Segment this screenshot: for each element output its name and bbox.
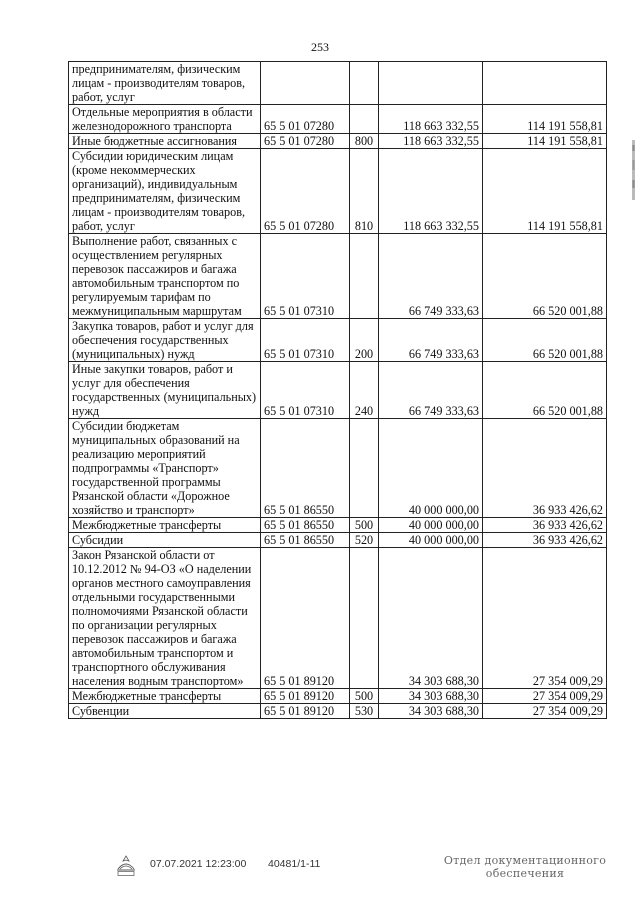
row-plan-amount: 40 000 000,00 [379,533,483,548]
row-plan-amount [379,62,483,105]
footer-doc-number: 40481/1-11 [268,858,321,870]
row-fact-amount: 114 191 558,81 [483,149,607,234]
stamp-line-1: Отдел документационного [443,854,607,867]
row-plan-amount: 34 303 688,30 [379,689,483,704]
table-row [69,149,607,234]
page-number: 253 [311,40,329,54]
row-vr: 520 [350,533,379,548]
row-name: Субсидии [69,533,261,548]
row-plan-amount: 34 303 688,30 [379,704,483,719]
row-vr [350,419,379,518]
row-plan-amount: 118 663 332,55 [379,149,483,234]
row-name: Выполнение работ, связанных с осуществлением регулярных перевозок пассажиров и багажа автомобильным транспортом по регулируемым тарифам по межмуниципальным маршрутам [69,234,261,319]
row-name: Отдельные мероприятия в области железнодорожного транспорта [69,105,261,134]
row-vr: 530 [350,704,379,719]
row-code: 65 5 01 07310 [261,319,350,362]
row-plan-amount: 66 749 333,63 [379,319,483,362]
row-name: Иные бюджетные ассигнования [69,134,261,149]
row-vr [350,62,379,105]
row-vr [350,105,379,134]
table-row [69,105,607,134]
row-code: 65 5 01 07280 [261,149,350,234]
row-plan-amount: 66 749 333,63 [379,234,483,319]
row-name: Субсидии юридическим лицам (кроме некоммерческих организаций), индивидуальным предпринимателям, физическим лицам - производителям товаров, работ, услуг [69,149,261,234]
row-fact-amount: 66 520 001,88 [483,234,607,319]
row-vr: 200 [350,319,379,362]
row-code: 65 5 01 07310 [261,362,350,419]
row-code: 65 5 01 86550 [261,533,350,548]
table-row [69,234,607,319]
table-row [69,134,607,149]
row-code [261,62,350,105]
row-vr: 500 [350,518,379,533]
row-code: 65 5 01 07280 [261,105,350,134]
row-fact-amount: 27 354 009,29 [483,704,607,719]
department-stamp [440,854,610,880]
row-name: Субвенции [69,704,261,719]
table-row [69,319,607,362]
row-name: Закупка товаров, работ и услуг для обеспечения государственных (муниципальных) нужд [69,319,261,362]
row-fact-amount: 114 191 558,81 [483,134,607,149]
emblem-logo-icon [114,855,138,877]
row-vr: 810 [350,149,379,234]
budget-table-body [69,62,607,719]
row-plan-amount: 118 663 332,55 [379,134,483,149]
row-code: 65 5 01 07280 [261,134,350,149]
row-name: предпринимателям, физическим лицам - производителям товаров, работ, услуг [69,62,261,105]
table-row [69,518,607,533]
row-vr [350,548,379,689]
table-row [69,62,607,105]
table-row [69,548,607,689]
row-plan-amount: 66 749 333,63 [379,362,483,419]
row-fact-amount: 36 933 426,62 [483,533,607,548]
row-vr [350,234,379,319]
budget-table [68,61,607,719]
table-row [69,689,607,704]
row-fact-amount [483,62,607,105]
row-vr: 800 [350,134,379,149]
row-vr: 240 [350,362,379,419]
stamp-line-2: обеспечения [485,867,565,880]
table-row [69,533,607,548]
row-fact-amount: 36 933 426,62 [483,419,607,518]
row-code: 65 5 01 89120 [261,704,350,719]
footer-date: 07.07.2021 12:23:00 [150,858,247,870]
row-plan-amount: 40 000 000,00 [379,419,483,518]
row-fact-amount: 27 354 009,29 [483,548,607,689]
row-code: 65 5 01 86550 [261,518,350,533]
row-fact-amount: 66 520 001,88 [483,362,607,419]
table-row [69,419,607,518]
row-code: 65 5 01 89120 [261,689,350,704]
row-fact-amount: 36 933 426,62 [483,518,607,533]
row-vr: 500 [350,689,379,704]
row-name: Межбюджетные трансферты [69,518,261,533]
page-footer [0,855,640,895]
table-row [69,362,607,419]
row-name: Иные закупки товаров, работ и услуг для обеспечения государственных (муниципальных) нужд [69,362,261,419]
row-fact-amount: 27 354 009,29 [483,689,607,704]
row-fact-amount: 114 191 558,81 [483,105,607,134]
row-name: Субсидии бюджетам муниципальных образований на реализацию мероприятий подпрограммы «Транспорт» государственной программы Рязанской области «Дорожное хозяйство и транспорт» [69,419,261,518]
table-row [69,704,607,719]
row-plan-amount: 34 303 688,30 [379,548,483,689]
row-fact-amount: 66 520 001,88 [483,319,607,362]
row-code: 65 5 01 89120 [261,548,350,689]
row-plan-amount: 118 663 332,55 [379,105,483,134]
row-name: Межбюджетные трансферты [69,689,261,704]
row-code: 65 5 01 07310 [261,234,350,319]
row-name: Закон Рязанской области от 10.12.2012 № 94-ОЗ «О наделении органов местного самоуправления отдельными государственными полномочиями Рязанской области по организации регулярных перевозок пассажиров и багажа автомобильным транспортом и транспортного обслуживания населения водным транспортом» [69,548,261,689]
scan-edge-mark [632,140,637,200]
row-code: 65 5 01 86550 [261,419,350,518]
row-plan-amount: 40 000 000,00 [379,518,483,533]
